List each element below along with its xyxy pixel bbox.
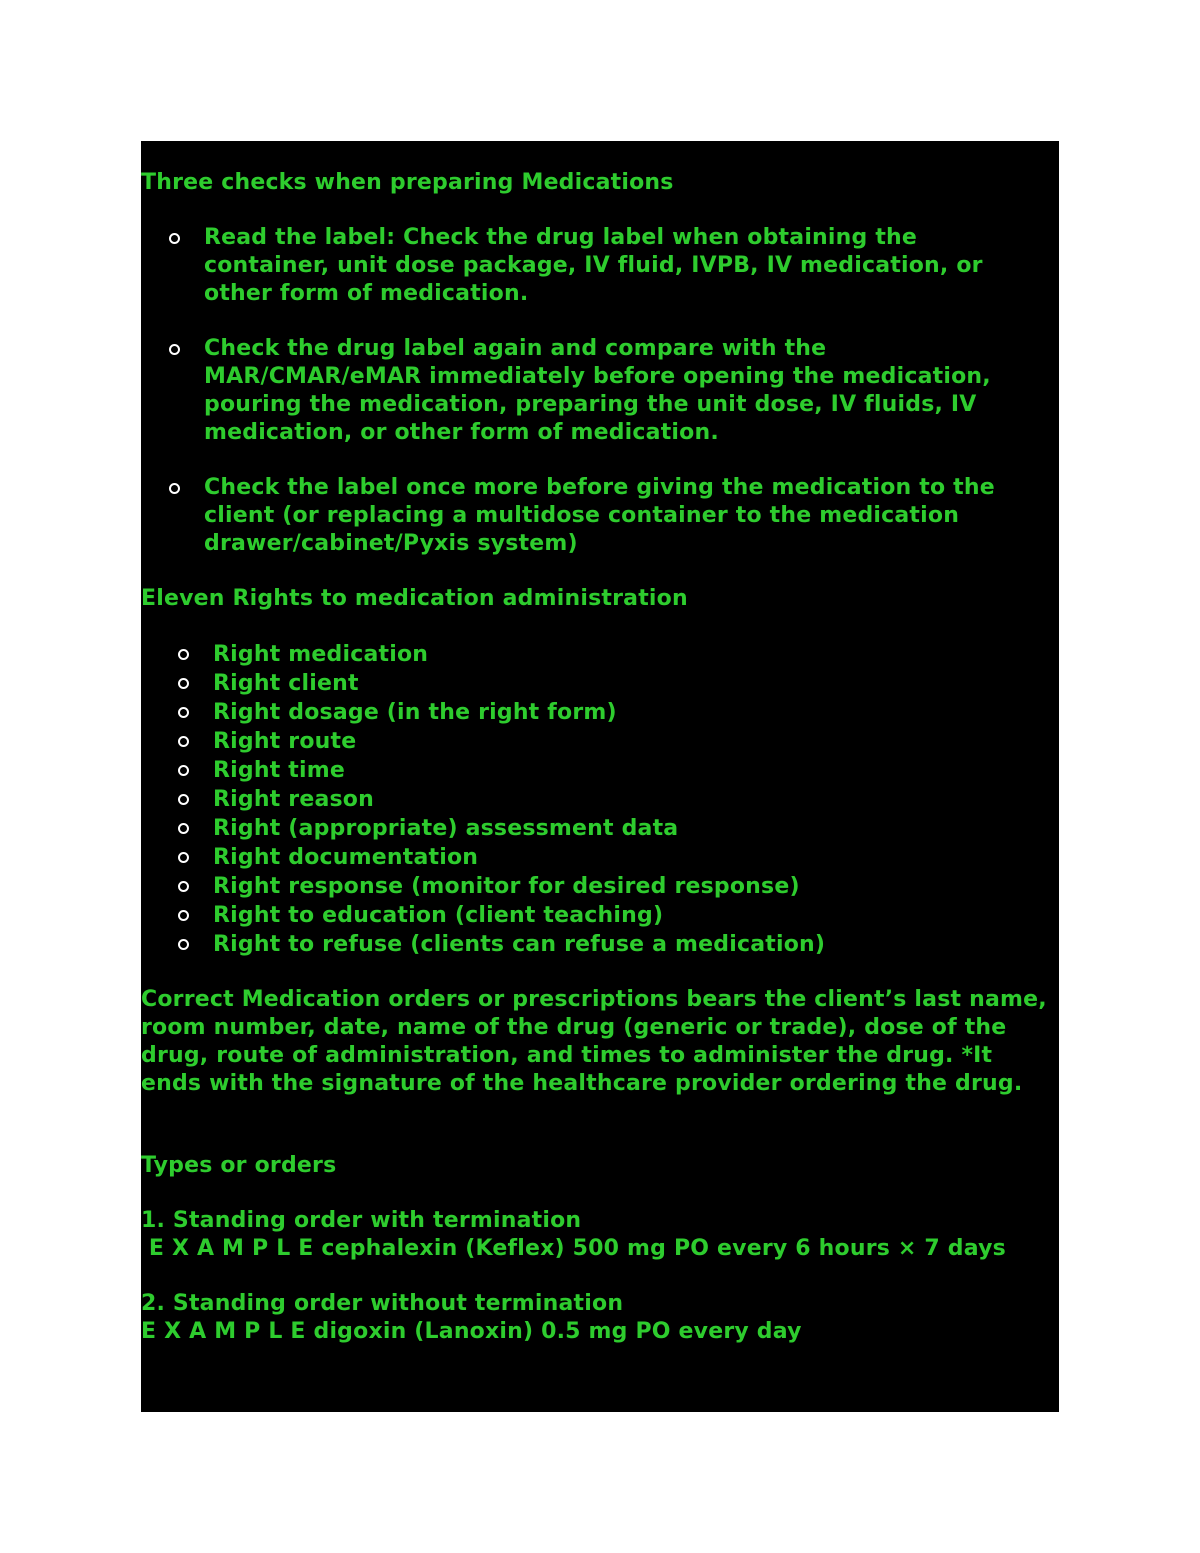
- check-text: Check the drug label again and compare with the MAR/CMAR/eMAR immediately before opening the medication, pouring the medication, preparing the unit dose, IV fluids, IV medication, or other form of medication.: [204, 336, 991, 445]
- order-type-example: E X A M P L E cephalexin (Keflex) 500 mg PO every 6 hours × 7 days: [141, 1236, 1006, 1261]
- orders-paragraph: Correct Medication orders or prescriptions bears the client’s last name, room number, date, name of the drug (generic or trade), dose of the drug, route of administration, and times to administer the drug. *It ends with the signature of the healthcare provider ordering the drug.: [141, 987, 1047, 1096]
- circle-bullet-icon: [169, 233, 180, 244]
- check-text: Check the label once more before giving the medication to the client (or replacing a multidose container to the medication drawer/cabinet/Pyxis system): [204, 475, 995, 556]
- right-text: Right reason: [213, 787, 374, 812]
- order-type-block: [141, 1207, 1059, 1263]
- document-page: [141, 141, 1059, 1412]
- right-text: Right dosage (in the right form): [213, 700, 617, 725]
- right-text: Right response (monitor for desired response): [213, 874, 800, 899]
- circle-bullet-icon: [178, 823, 189, 834]
- order-type-title: 1. Standing order with termination: [141, 1208, 582, 1233]
- right-text: Right (appropriate) assessment data: [213, 816, 679, 841]
- right-text: Right time: [213, 758, 345, 783]
- right-text: Right route: [213, 729, 357, 754]
- order-type-example: E X A M P L E digoxin (Lanoxin) 0.5 mg PO every day: [141, 1319, 802, 1344]
- right-text: Right medication: [213, 642, 429, 667]
- circle-bullet-icon: [178, 707, 189, 718]
- check-text: Read the label: Check the drug label when obtaining the container, unit dose package, IV fluid, IVPB, IV medication, or other form of medication.: [204, 225, 983, 306]
- circle-bullet-icon: [178, 736, 189, 747]
- circle-bullet-icon: [178, 881, 189, 892]
- right-text: Right documentation: [213, 845, 479, 870]
- list-item: [141, 814, 1059, 843]
- list-item: [141, 640, 1059, 669]
- circle-bullet-icon: [178, 678, 189, 689]
- heading-three-checks: Three checks when preparing Medications: [141, 170, 674, 195]
- order-type-title: 2. Standing order without termination: [141, 1291, 624, 1316]
- list-item: [141, 901, 1059, 930]
- right-text: Right to refuse (clients can refuse a medication): [213, 932, 826, 957]
- right-text: Right client: [213, 671, 359, 696]
- list-item: [141, 474, 1034, 558]
- order-type-block: [141, 1290, 1059, 1346]
- right-text: Right to education (client teaching): [213, 903, 664, 928]
- circle-bullet-icon: [178, 649, 189, 660]
- three-checks-list: [141, 224, 1059, 558]
- list-item: [141, 843, 1059, 872]
- list-item: [141, 698, 1059, 727]
- list-item: [141, 756, 1059, 785]
- circle-bullet-icon: [178, 910, 189, 921]
- heading-eleven-rights: Eleven Rights to medication administration: [141, 586, 688, 611]
- circle-bullet-icon: [178, 852, 189, 863]
- circle-bullet-icon: [178, 794, 189, 805]
- circle-bullet-icon: [169, 344, 180, 355]
- list-item: [141, 224, 1034, 308]
- circle-bullet-icon: [178, 939, 189, 950]
- list-item: [141, 335, 1034, 447]
- circle-bullet-icon: [169, 483, 180, 494]
- circle-bullet-icon: [178, 765, 189, 776]
- heading-types-of-orders: Types or orders: [141, 1153, 337, 1178]
- list-item: [141, 785, 1059, 814]
- eleven-rights-list: [141, 640, 1059, 959]
- list-item: [141, 727, 1059, 756]
- list-item: [141, 930, 1059, 959]
- list-item: [141, 872, 1059, 901]
- list-item: [141, 669, 1059, 698]
